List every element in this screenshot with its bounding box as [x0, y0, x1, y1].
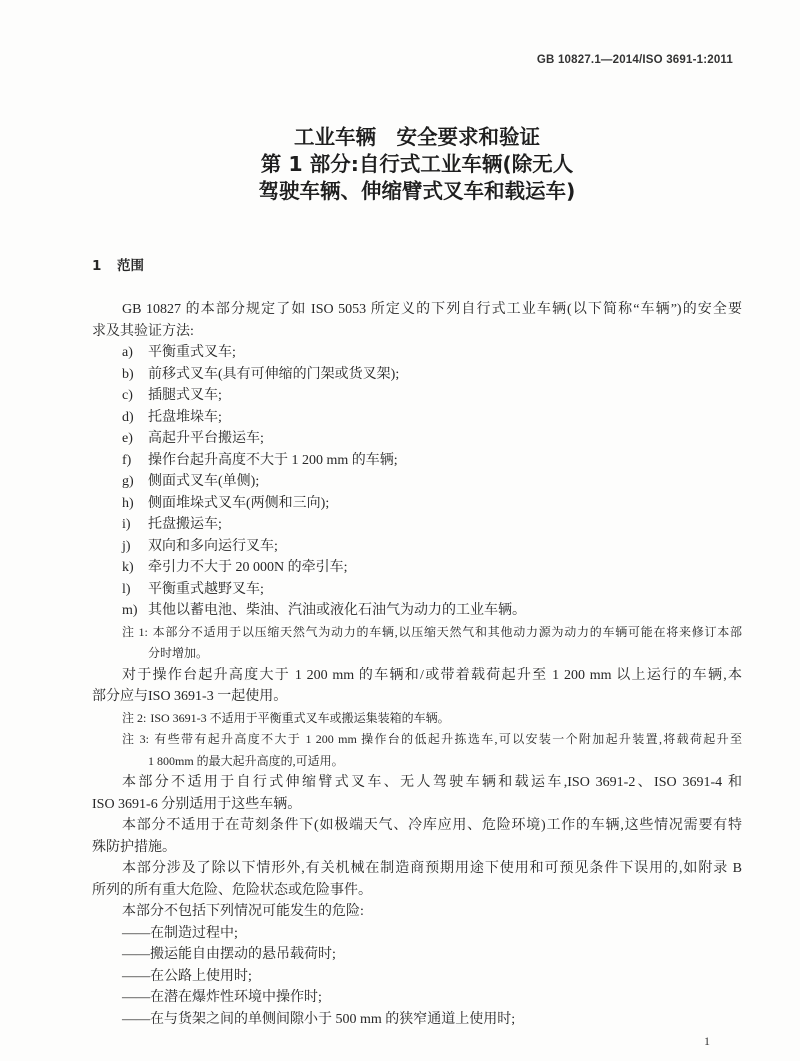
- dash-list-item: ——在与货架之间的单侧间隙小于 500 mm 的狭窄通道上使用时;: [122, 1011, 516, 1027]
- paragraph-hazards-line-2: 所列的所有重大危险、危险状态或危险事件。: [92, 882, 372, 898]
- list-item: [92, 385, 742, 407]
- list-item-text: 平衡重式叉车;: [148, 345, 236, 360]
- paragraph-excluded-vehicles-line-1: 本部分不适用于自行式伸缩臂式叉车、无人驾驶车辆和载运车,ISO 3691-2、ISO 3691-4 和: [122, 775, 742, 790]
- list-item: [92, 536, 742, 558]
- note-2-label: 注 2:: [122, 710, 147, 725]
- intro-line-1: GB 10827 的本部分规定了如 ISO 5053 所定义的下列自行式工业车辆(以下简称“车辆”)的安全要: [122, 302, 742, 317]
- title-line-3: 驾驶车辆、伸缩臂式叉车和载运车): [258, 179, 576, 203]
- document-body: [92, 299, 742, 1030]
- list-item-mark: b): [122, 366, 134, 382]
- note-1-label: 注 1:: [122, 624, 148, 639]
- list-item-mark: k): [122, 560, 134, 575]
- list-item-mark: m): [122, 603, 138, 618]
- list-item-text: 插腿式叉车;: [148, 388, 222, 403]
- list-item: [92, 514, 742, 536]
- list-item-mark: j): [122, 538, 131, 554]
- list-item: [92, 364, 742, 386]
- list-item: [92, 471, 742, 493]
- note-3-text: 有些带有起升高度不大于 1 200 mm 操作台的低起升拣选车,可以安装一个附加起升装置,将载荷起升至: [153, 732, 742, 746]
- list-item-text: 其他以蓄电池、柴油、汽油或液化石油气为动力的工业车辆。: [148, 603, 526, 618]
- list-item-text: 牵引力不大于 20 000N 的牵引车;: [148, 560, 348, 575]
- paragraph-not-covered: 本部分不包括下列情况可能发生的危险:: [122, 904, 364, 919]
- intro-line-2: 求及其验证方法:: [92, 323, 194, 339]
- paragraph-severe-conditions-line-1: 本部分不适用于在苛刻条件下(如极端天气、冷库应用、危险环境)工作的车辆,这些情况需要有特: [122, 818, 742, 833]
- note-3-label: 注 3:: [122, 732, 150, 746]
- dash-list-item: ——在制造过程中;: [122, 925, 238, 941]
- list-item: [92, 493, 742, 515]
- list-item-text: 侧面堆垛式叉车(两侧和三向);: [148, 495, 330, 511]
- list-item-mark: l): [122, 581, 131, 597]
- section-number: 1: [92, 258, 102, 274]
- list-item: [92, 407, 742, 429]
- note-1-text: 本部分不适用于以压缩天然气为动力的车辆,以压缩天然气和其他动力源为动力的车辆可能在将来修订本部: [151, 624, 742, 639]
- paragraph-iso3691-3-line-2: 部分应与ISO 3691-3 一起使用。: [92, 689, 288, 704]
- document-title: [92, 124, 742, 205]
- list-item-mark: a): [122, 345, 133, 360]
- list-item-mark: i): [122, 517, 131, 532]
- note-1-line-2: 分时增加。: [148, 646, 209, 660]
- note-3-line-2: 1 800mm 的最大起升高度的,可适用。: [148, 753, 344, 768]
- list-item-mark: h): [122, 495, 134, 511]
- list-item: [92, 557, 742, 579]
- list-item-mark: d): [122, 409, 134, 425]
- list-item: [92, 600, 742, 622]
- list-item-mark: g): [122, 474, 134, 489]
- note-3-line-1: [92, 729, 742, 751]
- dash-list-item: ——在潜在爆炸性环境中操作时;: [122, 990, 322, 1005]
- list-item-text: 侧面式叉车(单侧);: [148, 474, 260, 489]
- standard-code-header: GB 10827.1—2014/ISO 3691-1:2011: [536, 54, 733, 66]
- list-item-text: 双向和多向运行叉车;: [148, 538, 278, 554]
- paragraph-excluded-vehicles-line-2: ISO 3691-6 分别适用于这些车辆。: [92, 796, 302, 812]
- page-number: 1: [704, 1034, 710, 1048]
- paragraph-severe-conditions-line-2: 殊防护措施。: [92, 839, 176, 855]
- note-2-text: ISO 3691-3 不适用于平衡重式叉车或搬运集装箱的车辆。: [150, 710, 450, 725]
- list-item-text: 高起升平台搬运车;: [148, 431, 264, 446]
- dash-list-item: ——搬运能自由摆动的悬吊载荷时;: [122, 947, 336, 962]
- list-item-mark: f): [122, 452, 132, 468]
- note-2: [92, 708, 742, 730]
- list-item: [92, 428, 742, 450]
- paragraph-hazards-line-1: 本部分涉及了除以下情形外,有关机械在制造商预期用途下使用和可预见条件下误用的,如附录 B: [122, 861, 742, 876]
- section-heading: [92, 257, 144, 275]
- list-item-text: 操作台起升高度不大于 1 200 mm 的车辆;: [148, 452, 398, 468]
- list-item: [92, 579, 742, 601]
- list-item-text: 托盘堆垛车;: [148, 409, 222, 425]
- list-item: [92, 450, 742, 472]
- list-item-mark: e): [122, 431, 133, 446]
- list-item-text: 平衡重式越野叉车;: [148, 581, 264, 597]
- list-item-mark: c): [122, 388, 133, 403]
- title-line-2: 第 1 部分:自行式工业车辆(除无人: [260, 152, 574, 176]
- list-item: [92, 342, 742, 364]
- note-1-line-1: [92, 622, 742, 644]
- list-item-text: 托盘搬运车;: [148, 517, 222, 532]
- dash-list-item: ——在公路上使用时;: [122, 968, 252, 984]
- title-line-1: 工业车辆 安全要求和验证: [294, 125, 540, 149]
- list-item-text: 前移式叉车(具有可伸缩的门架或货叉架);: [148, 366, 400, 382]
- section-title: 范围: [117, 258, 144, 274]
- paragraph-iso3691-3-line-1: 对于操作台起升高度大于 1 200 mm 的车辆和/或带着载荷起升至 1 200 mm 以上运行的车辆,本: [122, 667, 742, 683]
